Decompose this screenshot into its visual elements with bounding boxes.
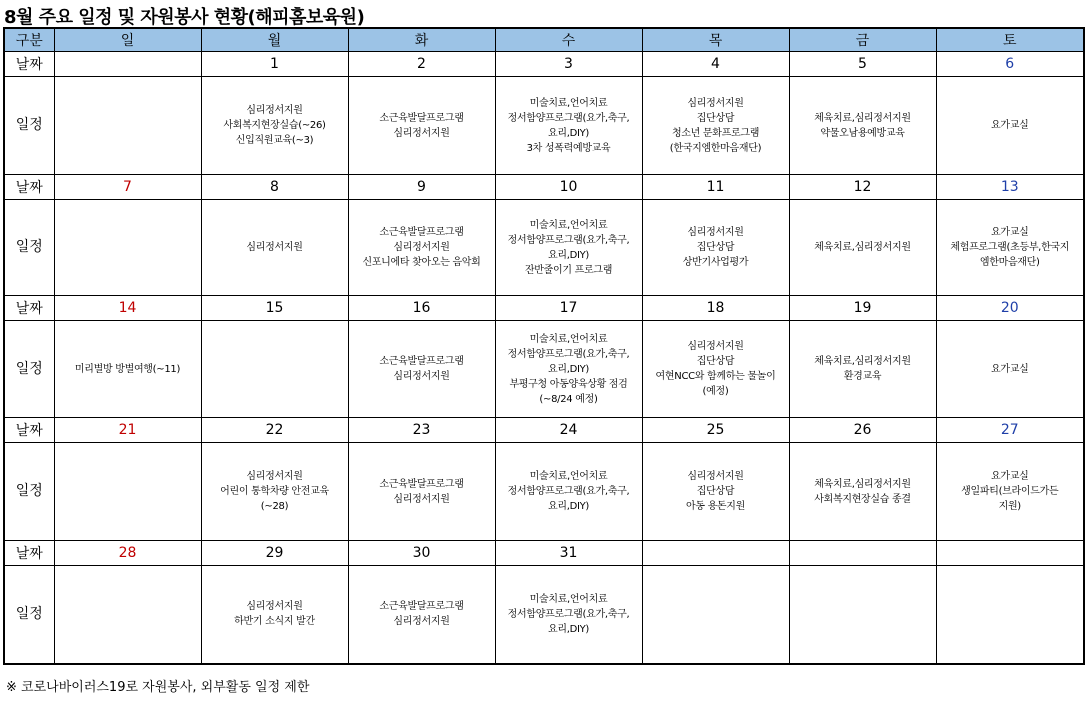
- schedule-item: 체험프로그램(초등부,한국지: [950, 242, 1070, 253]
- schedule-item: 요리,DIY): [547, 127, 590, 139]
- schedule-cell: [642, 321, 789, 418]
- schedule-row-label: 일정: [4, 566, 54, 664]
- date-cell: 19: [789, 296, 936, 321]
- schedule-item: 신입직원교육(~3): [235, 135, 314, 146]
- schedule-item: 심리정서지원: [246, 242, 303, 253]
- schedule-item: 사회복지현장실습 종결: [814, 493, 911, 505]
- schedule-item: 지원): [998, 501, 1021, 512]
- schedule-item: 청소년 문화프로그램: [671, 127, 760, 139]
- page-title: 8월 주요 일정 및 자원봉사 현황(해피홈보육원): [4, 7, 365, 28]
- date-cell: 11: [642, 175, 789, 200]
- schedule-row: [4, 200, 1084, 296]
- date-cell: 14: [54, 296, 201, 321]
- schedule-item: 소근육발달프로그램: [379, 601, 464, 613]
- date-cell: 18: [642, 296, 789, 321]
- schedule-item: 정서함양프로그램(요가,축구,: [507, 112, 630, 124]
- date-cell: 31: [495, 541, 642, 566]
- schedule-cell: [495, 77, 642, 175]
- schedule-item: 심리정서지원: [687, 341, 744, 352]
- date-row-label: 날짜: [4, 296, 54, 321]
- schedule-calendar: [3, 27, 1085, 665]
- date-cell: [789, 541, 936, 566]
- schedule-item: 잔반줄이기 프로그램: [524, 264, 613, 276]
- schedule-item: 사회복지현장실습(~26): [223, 120, 326, 131]
- schedule-cell: [936, 566, 1084, 664]
- date-cell: 17: [495, 296, 642, 321]
- schedule-item: 약물오남용예방교육: [820, 127, 905, 139]
- schedule-item: (한국지엠한마음재단): [669, 142, 762, 154]
- date-cell: 25: [642, 418, 789, 443]
- date-cell: 20: [936, 296, 1084, 321]
- date-cell: 13: [936, 175, 1084, 200]
- schedule-cell: [201, 200, 348, 296]
- schedule-cell: [495, 566, 642, 664]
- schedule-cell: [936, 77, 1084, 175]
- schedule-row: [4, 77, 1084, 175]
- schedule-cell: [495, 443, 642, 541]
- header-day-thu: 목: [642, 28, 789, 52]
- schedule-item: 집단상담: [696, 242, 735, 253]
- schedule-cell: [348, 200, 495, 296]
- date-cell: 10: [495, 175, 642, 200]
- schedule-cell: [348, 77, 495, 175]
- schedule-cell: [642, 77, 789, 175]
- schedule-cell: [348, 566, 495, 664]
- date-cell: [642, 541, 789, 566]
- schedule-item: 여현NCC와 함께하는 물놀이: [655, 371, 776, 382]
- schedule-item: 부평구청 아동양육상황 점검: [509, 378, 628, 390]
- date-cell: 26: [789, 418, 936, 443]
- schedule-item: 소근육발달프로그램: [379, 356, 464, 367]
- schedule-item: 소근육발달프로그램: [379, 478, 464, 490]
- date-cell: 23: [348, 418, 495, 443]
- date-row-label: 날짜: [4, 541, 54, 566]
- schedule-item: (~8/24 예정): [539, 393, 598, 405]
- schedule-cell: [495, 200, 642, 296]
- schedule-item: 환경교육: [843, 371, 882, 382]
- schedule-item: 요가교실: [991, 471, 1029, 482]
- date-cell: 2: [348, 52, 495, 77]
- date-cell: 30: [348, 541, 495, 566]
- schedule-cell: [936, 443, 1084, 541]
- date-row: [4, 52, 1084, 77]
- header-day-wed: 수: [495, 28, 642, 52]
- schedule-cell: [789, 200, 936, 296]
- schedule-row-label: 일정: [4, 321, 54, 418]
- schedule-cell: [54, 443, 201, 541]
- schedule-cell: [495, 321, 642, 418]
- schedule-item: 요리,DIY): [547, 501, 590, 512]
- date-cell: 9: [348, 175, 495, 200]
- schedule-item: 체육치료,심리정서지원: [814, 112, 911, 124]
- header-day-mon: 월: [201, 28, 348, 52]
- date-row: [4, 175, 1084, 200]
- header-day-sun: 일: [54, 28, 201, 52]
- header-row: [4, 28, 1084, 52]
- date-row-label: 날짜: [4, 418, 54, 443]
- schedule-cell: [789, 443, 936, 541]
- schedule-item: 아동 용돈지원: [685, 501, 746, 512]
- schedule-item: 집단상담: [696, 486, 735, 497]
- schedule-item: 미술치료,언어치료: [529, 219, 608, 231]
- schedule-cell: [642, 443, 789, 541]
- schedule-item: 정서함양프로그램(요가,축구,: [507, 486, 630, 497]
- date-row: [4, 296, 1084, 321]
- date-cell: 12: [789, 175, 936, 200]
- schedule-row: [4, 321, 1084, 418]
- date-cell: 15: [201, 296, 348, 321]
- schedule-cell: [936, 321, 1084, 418]
- schedule-row-label: 일정: [4, 77, 54, 175]
- schedule-row: [4, 566, 1084, 664]
- schedule-item: 심리정서지원: [393, 616, 450, 628]
- header-day-tue: 화: [348, 28, 495, 52]
- schedule-item: 요가교실: [991, 363, 1029, 375]
- schedule-item: 요리,DIY): [547, 363, 590, 375]
- schedule-cell: [936, 200, 1084, 296]
- date-cell: 7: [54, 175, 201, 200]
- date-cell: 6: [936, 52, 1084, 77]
- date-cell: 4: [642, 52, 789, 77]
- schedule-item: 심리정서지원: [246, 601, 303, 613]
- date-cell: 8: [201, 175, 348, 200]
- schedule-item: 집단상담: [696, 112, 735, 124]
- schedule-cell: [642, 200, 789, 296]
- schedule-item: 미술치료,언어치료: [529, 333, 608, 345]
- schedule-row-label: 일정: [4, 200, 54, 296]
- schedule-cell: [54, 77, 201, 175]
- date-cell: 29: [201, 541, 348, 566]
- date-cell: 27: [936, 418, 1084, 443]
- schedule-item: 체육치료,심리정서지원: [814, 478, 911, 490]
- schedule-item: 심리정서지원: [687, 227, 744, 238]
- schedule-item: 정서함양프로그램(요가,축구,: [507, 608, 630, 620]
- schedule-cell: [789, 321, 936, 418]
- date-row: [4, 418, 1084, 443]
- schedule-cell: [642, 566, 789, 664]
- schedule-item: 미술치료,언어치료: [529, 471, 608, 482]
- schedule-item: 심리정서지원: [393, 127, 450, 139]
- schedule-item: 요리,DIY): [547, 249, 590, 261]
- date-cell: 5: [789, 52, 936, 77]
- schedule-item: 체육치료,심리정서지원: [814, 242, 911, 253]
- header-day-fri: 금: [789, 28, 936, 52]
- schedule-cell: [54, 566, 201, 664]
- schedule-item: 심리정서지원: [246, 105, 303, 116]
- schedule-cell: [201, 566, 348, 664]
- schedule-cell: [54, 321, 201, 418]
- schedule-item: 체육치료,심리정서지원: [814, 356, 911, 367]
- schedule-item: 미술치료,언어치료: [529, 97, 608, 109]
- schedule-item: 심리정서지원: [687, 97, 744, 109]
- schedule-item: 3차 성폭력예방교육: [526, 142, 611, 154]
- date-row-label: 날짜: [4, 52, 54, 77]
- schedule-cell: [348, 321, 495, 418]
- schedule-cell: [201, 321, 348, 418]
- schedule-item: 생일파티(브라이드가든: [961, 486, 1059, 497]
- schedule-cell: [348, 443, 495, 541]
- schedule-item: 신포니에타 찾아오는 음악회: [362, 257, 481, 268]
- date-cell: 24: [495, 418, 642, 443]
- schedule-item: 요가교실: [991, 227, 1029, 238]
- schedule-item: 하반기 소식지 발간: [234, 616, 315, 628]
- date-row: [4, 541, 1084, 566]
- date-cell: 1: [201, 52, 348, 77]
- schedule-item: 미리별방 방별여행(~11): [74, 363, 181, 375]
- footnote: ※ 코로나바이러스19로 자원봉사, 외부활동 일정 제한: [6, 680, 310, 695]
- schedule-item: 소근육발달프로그램: [379, 227, 464, 238]
- schedule-item: 정서함양프로그램(요가,축구,: [507, 348, 630, 360]
- header-day-sat: 토: [936, 28, 1084, 52]
- date-cell: [54, 52, 201, 77]
- date-cell: 28: [54, 541, 201, 566]
- schedule-item: 미술치료,언어치료: [529, 593, 608, 605]
- date-row-label: 날짜: [4, 175, 54, 200]
- schedule-item: 상반기사업평가: [682, 257, 749, 268]
- schedule-cell: [201, 443, 348, 541]
- date-cell: 16: [348, 296, 495, 321]
- schedule-item: 요리,DIY): [547, 623, 590, 635]
- schedule-row-label: 일정: [4, 443, 54, 541]
- schedule-item: 심리정서지원: [393, 371, 450, 382]
- header-label: 구분: [4, 28, 54, 52]
- schedule-item: 소근육발달프로그램: [379, 112, 464, 124]
- date-cell: 3: [495, 52, 642, 77]
- date-cell: 22: [201, 418, 348, 443]
- date-cell: 21: [54, 418, 201, 443]
- schedule-item: 심리정서지원: [393, 242, 450, 253]
- schedule-item: 어린이 통학차량 안전교육: [220, 486, 329, 497]
- schedule-cell: [201, 77, 348, 175]
- schedule-item: 심리정서지원: [687, 471, 744, 482]
- schedule-cell: [789, 566, 936, 664]
- schedule-item: 집단상담: [696, 356, 735, 367]
- schedule-item: 요가교실: [991, 120, 1029, 131]
- schedule-item: (예정): [702, 386, 729, 397]
- schedule-row: [4, 443, 1084, 541]
- schedule-item: 엠한마음재단): [979, 257, 1040, 268]
- schedule-item: 정서함양프로그램(요가,축구,: [507, 234, 630, 246]
- schedule-cell: [789, 77, 936, 175]
- schedule-item: 심리정서지원: [393, 493, 450, 505]
- schedule-item: 심리정서지원: [246, 471, 303, 482]
- schedule-cell: [54, 200, 201, 296]
- schedule-item: (~28): [260, 501, 289, 512]
- date-cell: [936, 541, 1084, 566]
